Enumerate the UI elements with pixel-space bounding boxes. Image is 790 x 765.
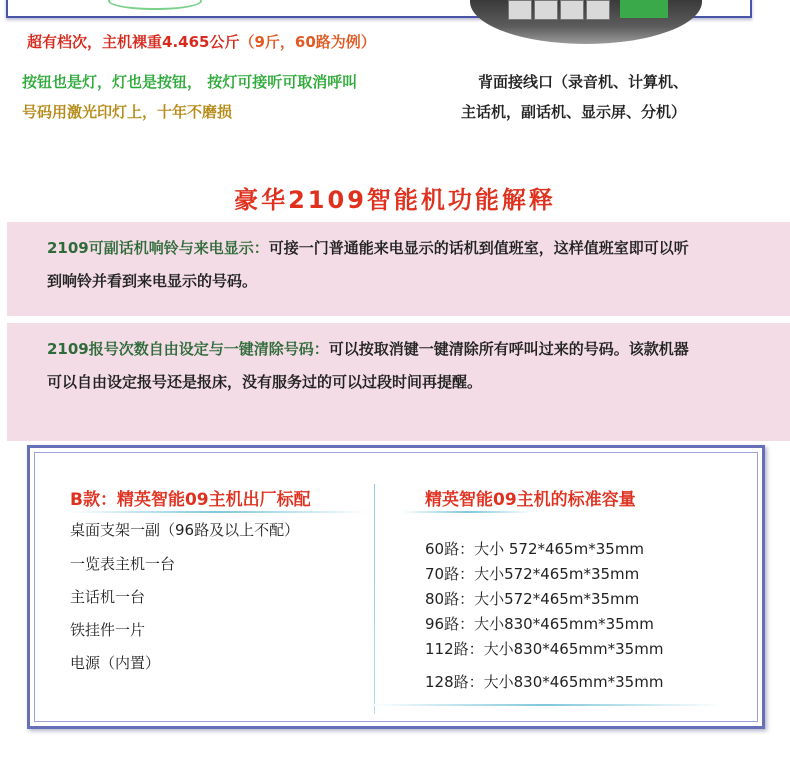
rear-ports-line-2: 主话机，副话机、显示屏、分机） bbox=[461, 103, 687, 121]
feature-box-2 bbox=[7, 323, 790, 441]
feature-1-body-2: 到响铃并看到来电显示的号码。 bbox=[47, 272, 258, 290]
left-title-underline bbox=[68, 511, 368, 513]
feature-1-heading: 2109可副话机响铃与来电显示： bbox=[47, 239, 269, 257]
rear-ports-line-1: 背面接线口（录音机、计算机、 bbox=[478, 73, 689, 91]
section-title: 豪华2109智能机功能解释 bbox=[234, 186, 556, 214]
capacity-item: 60路：大小 572*465m*35mm bbox=[425, 540, 645, 558]
right-title-underline bbox=[402, 511, 532, 513]
spec-card bbox=[27, 445, 765, 729]
config-item: 桌面支架一副（96路及以上不配） bbox=[70, 521, 300, 539]
weight-note-paren: （9斤，60路为例） bbox=[239, 33, 376, 51]
device-rear-photo bbox=[470, 0, 702, 44]
feature-1-text bbox=[47, 232, 776, 298]
config-item: 电源（内置） bbox=[70, 654, 161, 672]
feature-2-body-1: 可以按取消键一键清除所有呼叫过来的号码。该款机器 bbox=[328, 340, 689, 358]
capacity-item: 96路：大小830*465mm*35mm bbox=[425, 615, 654, 633]
capacity-item: 128路：大小830*465mm*35mm bbox=[425, 673, 664, 691]
feature-2-heading: 2109报号次数自由设定与一键清除号码： bbox=[47, 340, 329, 358]
standard-config-title: B款：精英智能09主机出厂标配 bbox=[70, 490, 311, 510]
capacity-item: 112路：大小830*465mm*35mm bbox=[425, 640, 664, 658]
bottom-accent-line bbox=[370, 704, 720, 706]
config-item: 一览表主机一台 bbox=[70, 555, 176, 573]
feature-2-text bbox=[47, 333, 776, 399]
feature-line-1: 按钮也是灯，灯也是按钮， 按灯可接听可取消呼叫 bbox=[22, 73, 358, 91]
feature-line-2: 号码用激光印灯上，十年不磨损 bbox=[22, 103, 233, 121]
capacity-item: 70路：大小572*465m*35mm bbox=[425, 565, 640, 583]
feature-1-body-1: 可接一门普通能来电显示的话机到值班室，这样值班室即可以听 bbox=[268, 239, 689, 257]
config-item: 铁挂件一片 bbox=[70, 621, 146, 639]
capacity-title: 精英智能09主机的标准容量 bbox=[425, 490, 636, 510]
weight-note-main: 超有档次，主机裸重4.465公斤 bbox=[27, 33, 240, 51]
weight-note bbox=[27, 31, 376, 52]
feature-2-body-2: 可以自由设定报号还是报床，没有服务过的可以过段时间再提醒。 bbox=[47, 373, 483, 391]
capacity-item: 80路：大小572*465m*35mm bbox=[425, 590, 640, 608]
config-item: 主话机一台 bbox=[70, 588, 146, 606]
feature-box-1 bbox=[7, 222, 790, 316]
column-divider bbox=[374, 484, 375, 714]
